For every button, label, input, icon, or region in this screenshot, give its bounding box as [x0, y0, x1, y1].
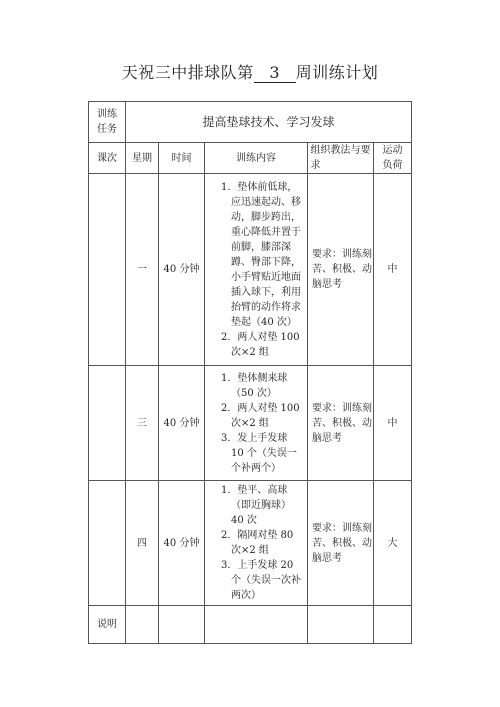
header-lesson: 课次 — [89, 143, 126, 174]
note-row — [89, 606, 412, 644]
weekday-cell: 三 — [126, 366, 159, 481]
content-item: 1．垫平、高球（即近胸球）40 次 — [221, 485, 291, 526]
week-number: 3 — [254, 63, 296, 83]
method-cell — [308, 174, 374, 366]
content-item: 1．垫体前低球，应迅速起动、移动，脚步跨出，重心降低并置于前脚，膝部深蹲、臀部下降，小手臂贴近地面插入球下，利用抬臂的动作将求垫起（40 次） — [221, 181, 301, 328]
content-item: 3．发上手发球 10 个（失误一个补两个） — [221, 432, 297, 474]
header-method-cell — [308, 143, 374, 174]
note-label: 说明 — [89, 606, 126, 644]
header-weekday: 星期 — [126, 143, 159, 174]
title-prefix: 天祝三中排球队第 — [121, 63, 254, 82]
task-text: 提高垫球技术、学习发球 — [126, 102, 412, 143]
weekday-cell: 四 — [126, 481, 159, 606]
training-plan-table — [88, 101, 412, 644]
header-row — [89, 143, 412, 174]
method-text: 要求：训练刻苦、积极、动脑思考 — [312, 402, 372, 444]
method-cell — [308, 481, 374, 606]
content-item: 2．两人对垫 100 次×2 组 — [221, 331, 300, 358]
title-suffix: 周训练计划 — [295, 63, 379, 82]
method-text: 要求：训练刻苦、积极、动脑思考 — [312, 522, 372, 564]
load-cell: 中 — [374, 366, 412, 481]
note-cell — [308, 606, 374, 644]
content-cell — [205, 174, 308, 366]
time-cell: 40 分钟 — [159, 174, 205, 366]
task-label-cell — [89, 102, 126, 143]
content-item: 2．两人对垫 100 次×2 组 — [221, 402, 300, 429]
content-cell — [205, 366, 308, 481]
lesson-cell — [89, 174, 126, 366]
table-row — [89, 174, 412, 366]
load-cell: 中 — [374, 174, 412, 366]
note-cell — [126, 606, 159, 644]
weekday-cell: 一 — [126, 174, 159, 366]
task-label: 训练任务 — [97, 109, 117, 135]
header-content: 训练内容 — [205, 143, 308, 174]
load-cell: 大 — [374, 481, 412, 606]
time-cell: 40 分钟 — [159, 366, 205, 481]
header-load-cell — [374, 143, 412, 174]
time-cell: 40 分钟 — [159, 481, 205, 606]
method-text: 要求：训练刻苦、积极、动脑思考 — [312, 249, 372, 290]
method-cell — [308, 366, 374, 481]
page-title — [0, 60, 500, 83]
lesson-cell — [89, 366, 126, 481]
table-row — [89, 366, 412, 481]
content-item: 2．隔网对垫 80 次×2 组 — [221, 530, 294, 556]
header-method: 组织教法与要求 — [310, 145, 371, 171]
header-time: 时间 — [159, 143, 205, 174]
lesson-cell — [89, 481, 126, 606]
note-cell — [159, 606, 205, 644]
header-load: 运动负荷 — [382, 145, 403, 171]
note-cell — [205, 606, 308, 644]
task-row — [89, 102, 412, 143]
content-item: 1．垫体侧来球（50 次） — [221, 372, 288, 399]
table-row — [89, 481, 412, 606]
content-cell — [205, 481, 308, 606]
content-item: 3．上手发球 20 个（失误一次补两次） — [221, 560, 301, 601]
note-cell — [374, 606, 412, 644]
